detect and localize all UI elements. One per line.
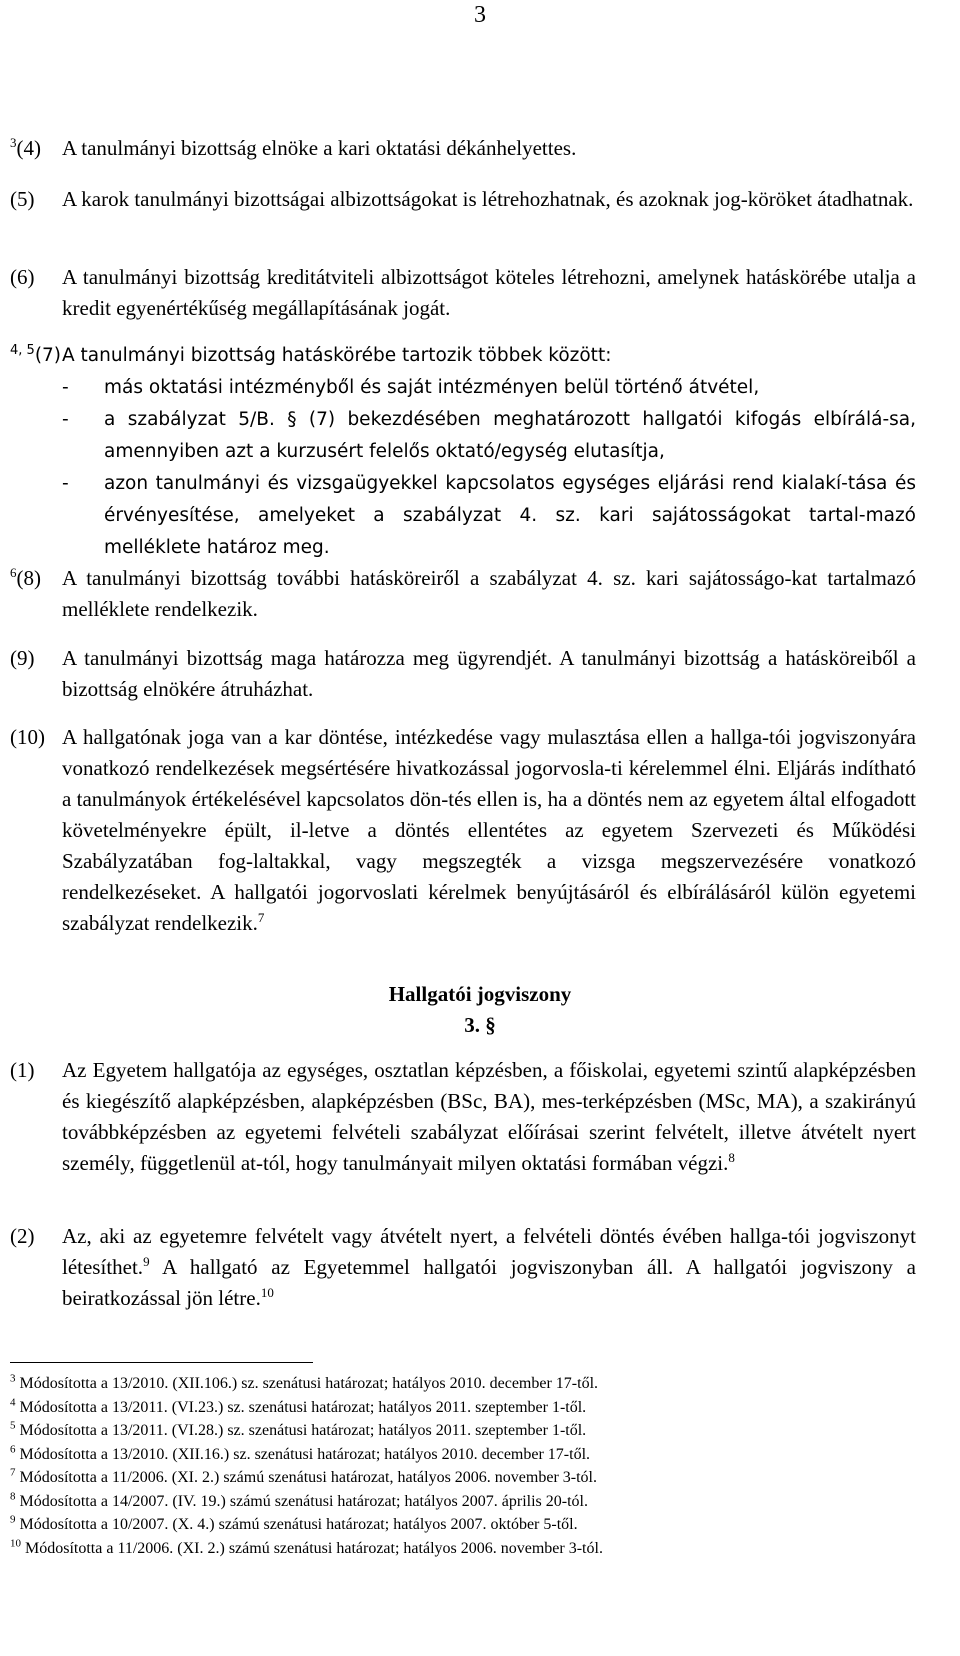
- footnote-ref: 4, 5: [10, 342, 35, 358]
- paragraph-4: [10, 133, 916, 164]
- section-paragraph-2: [10, 1221, 916, 1314]
- paragraph-label: $^{4, 5}$(7): [10, 342, 62, 366]
- footnote: $^5$ Módosította a 13/2011. (VI.28.) sz. szenátusi határozat; hatályos 2011. szeptember 1-től.: [10, 1419, 587, 1439]
- section-title: Hallgatói jogviszony: [388, 982, 572, 1006]
- paragraph-6: [10, 262, 916, 324]
- footnote-ref: 10: [260, 1285, 274, 1300]
- page-number: 3: [474, 2, 486, 28]
- paragraph-label: $^3$(4): [10, 135, 41, 160]
- paragraph-text: A tanulmányi bizottság elnöke a kari oktatási dékánhelyettes.: [62, 136, 577, 160]
- paragraph-text: A tanulmányi bizottság további hatásköreiről a szabályzat 4. sz. kari sajátosságo-kat tartalmazó melléklete rendelkezik.: [62, 566, 916, 621]
- list-item: - más oktatási intézményből és saját intézményen belül történő átvétel,: [62, 377, 760, 398]
- footnote: $^7$ Módosította a 11/2006. (XI. 2.) számú szenátusi határozat, hatályos 2006. november 3-tól.: [10, 1466, 597, 1486]
- paragraph-text: A tanulmányi bizottság maga határozza meg ügyrendjét. A tanulmányi bizottság a hatásköreiből a bizottság elnökére átruházhat.: [62, 646, 916, 701]
- paragraph-text: Az Egyetem hallgatója az egységes, osztatlan képzésben, a főiskolai, egyetemi szintű alapképzésben és kiegészítő alapképzésben, alapképzésben (BSc, BA), mes-terképzésben (MSc, MA), a szakirányú továbbképzésben az egyetemi felvételi szabályzat előírásai szerint felvételt, illetve átvételt nyert személy, függetlenül at-tól, hogy tanulmányait milyen oktatási formában végzi.$^8$: [62, 1058, 916, 1175]
- list-item: - a szabályzat 5/B. § (7) bekezdésében meghatározott hallgatói kifogás elbírálá-sa, amennyiben azt a kurzusért felelős oktató/egység elutasítja,: [62, 409, 916, 462]
- footnote-ref: 3: [10, 135, 17, 150]
- paragraph-label: (10): [10, 725, 45, 749]
- footnote: $^4$ Módosította a 13/2011. (VI.23.) sz. szenátusi határozat; hatályos 2011. szeptember 1-től.: [10, 1396, 587, 1416]
- footnote: $^9$ Módosította a 10/2007. (X. 4.) számú szenátusi határozat; hatályos 2007. október 5-től.: [10, 1513, 578, 1533]
- paragraph-label: (2): [10, 1224, 35, 1248]
- paragraph-label: (6): [10, 265, 35, 289]
- footnote-ref: 6: [10, 565, 17, 580]
- paragraph-intro: A tanulmányi bizottság hatáskörébe tartozik többek között:: [62, 345, 612, 366]
- paragraph-7: [10, 340, 916, 564]
- paragraph-text: A hallgatónak joga van a kar döntése, intézkedése vagy mulasztása ellen a hallga-tói jogviszonyára vonatkozó rendelkezések megsértésére hivatkozással jogorvosla-ti kérelemmel élni. Eljárás indítható a tanulmányok értékelésével kapcsolatos dön-tés ellen is, ha a döntés nem az egyetem által elfogadott követelményekre épült, il-letve a döntés ellentétes az egyetem Szervezeti és Működési Szabályzatában fog-laltakkal, vagy megszegték a vizsga megszervezésére vonatkozó rendelkezéseket. A hallgatói jogorvoslati kérelmek benyújtásáról és elbírálásáról külön egyetemi szabályzat rendelkezik.$^7$: [62, 725, 916, 935]
- section-paragraph-1: [10, 1055, 916, 1179]
- footnote-separator: [10, 1362, 313, 1363]
- paragraph-label: (5): [10, 187, 35, 211]
- paragraph-8: [10, 563, 916, 625]
- paragraph-text: Az, aki az egyetemre felvételt vagy átvételt nyert, a felvételi döntés évében hallga-tói jogviszonyt létesíthet.$^9$ A hallgató az Egyetemmel hallgatói jogviszonyban áll. A hallgatói jogviszony a beiratkozással jön létre.$^{10}$: [62, 1224, 916, 1310]
- section-number: 3. §: [464, 1013, 496, 1037]
- paragraph-text: A tanulmányi bizottság kreditátviteli albizottságot köteles létrehozni, amelynek hatáskörébe utalja a kredit egyenértékűség megállapításának jogát.: [62, 265, 916, 320]
- footnote-ref: 7: [257, 910, 265, 925]
- paragraph-10: [10, 722, 916, 939]
- paragraph-label: (9): [10, 646, 35, 670]
- paragraph-label: (1): [10, 1058, 35, 1082]
- footnote: $^6$ Módosította a 13/2010. (XII.16.) sz. szenátusi határozat; hatályos 2010. december 17-től.: [10, 1443, 591, 1463]
- paragraph-5: [10, 184, 916, 215]
- list-item: - azon tanulmányi és vizsgaügyekkel kapcsolatos egységes eljárási rend kialakí-tása és érvényesítése, amelyeket a szabályzat 4. sz. kari sajátosságokat tartal-mazó melléklete határoz meg.: [62, 473, 916, 558]
- paragraph-9: [10, 643, 916, 705]
- footnote-ref: 8: [728, 1150, 735, 1165]
- footnotes: [10, 1372, 916, 1560]
- footnote: $^8$ Módosította a 14/2007. (IV. 19.) számú szenátusi határozat; hatályos 2007. április 20-tól.: [10, 1490, 588, 1510]
- paragraph-label: $^6$(8): [10, 565, 41, 590]
- footnote: $^3$ Módosította a 13/2010. (XII.106.) sz. szenátusi határozat; hatályos 2010. december 17-től.: [10, 1372, 599, 1392]
- footnote: $^{10}$ Módosította a 11/2006. (XI. 2.) számú szenátusi határozat; hatályos 2006. november 3-tól.: [10, 1537, 603, 1557]
- paragraph-text: A karok tanulmányi bizottságai albizottságokat is létrehozhatnak, és azoknak jog-köröket átadhatnak.: [62, 187, 914, 211]
- footnote-ref: 9: [143, 1254, 150, 1269]
